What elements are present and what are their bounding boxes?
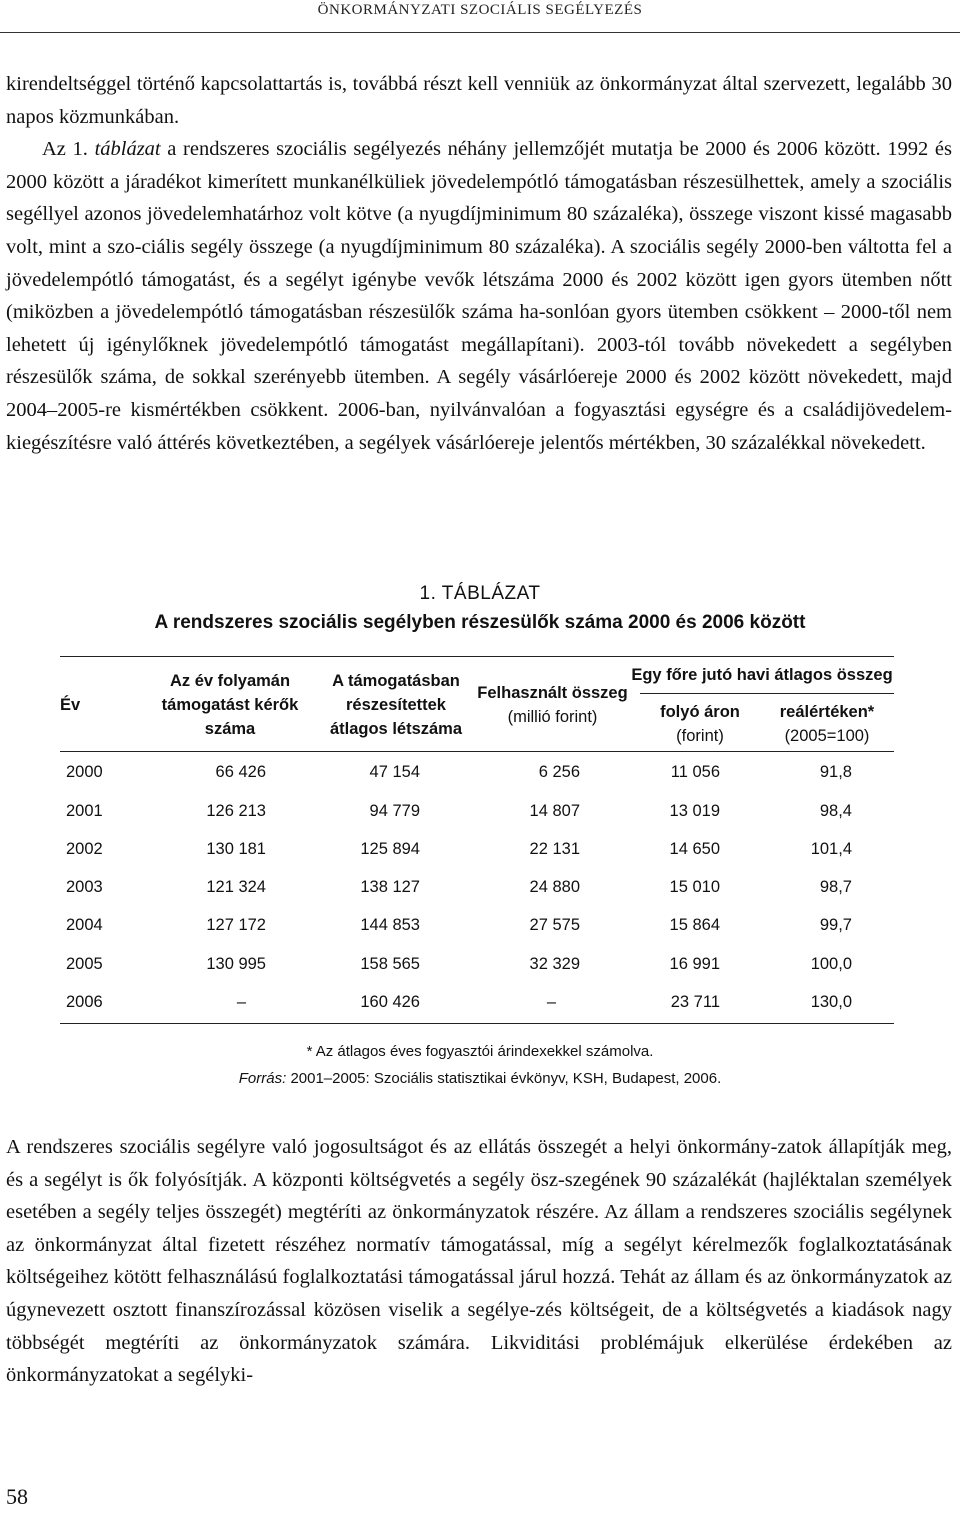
closing-paragraph: A rendszeres szociális segélyre való jogosultságot és az ellátás összegét a helyi önkormány-zatok állapítják meg, és a segélyt is ők folyósítják. A központi költségvetés a segély ösz-szegének 90 százalékát (hajléktalan személyek esetében a segély teljes összegét) megtéríti az önkormányzatok részére. Az állam a rendszeres szociális segélynek az önkormányzat által fizetett részéhez normatív támogatással, míg a segélyt kérelmezők foglalkoztatásának költségeihez kötött felhasználású foglalkoztatási támogatással járul hozzá. Tehát az állam és az önkormányzatok az úgynevezett osztott finanszírozással közösen viselik a segélye-zés költségeit, de a költségvetés a kiadások nagy többségét megtéríti az önkormányzatok számára. Likviditási problémájuk elkerülése érdekében az önkormányzatokat a segélyki- xyxy=(6,1136,952,1387)
header-real-unit: (2005=100) xyxy=(784,727,870,745)
cell-nominal: 11 056 xyxy=(670,763,720,781)
cell-used: 32 329 xyxy=(529,955,580,973)
header-nominal xyxy=(640,700,760,748)
cell-recipients: 47 154 xyxy=(369,763,420,781)
cell-year: 2003 xyxy=(66,878,103,896)
cell-used: 27 575 xyxy=(529,916,580,934)
cell-nominal: 15 864 xyxy=(669,916,720,934)
cell-used: 22 131 xyxy=(529,840,580,858)
table-title: A rendszeres szociális segélyben részesülők száma 2000 és 2006 között xyxy=(154,612,806,633)
cell-used: 24 880 xyxy=(529,878,580,896)
table-source xyxy=(0,1070,960,1087)
header-per-capita-group: Egy főre jutó havi átlagos összeg xyxy=(631,666,893,684)
header-nominal-label: folyó áron xyxy=(660,703,740,721)
cell-recipients: 125 894 xyxy=(360,840,420,858)
cell-applicants: 127 172 xyxy=(206,916,266,934)
page-number: 58 xyxy=(6,1484,28,1509)
header-year: Év xyxy=(60,696,81,714)
cell-applicants: – xyxy=(236,993,246,1011)
intro-paragraph xyxy=(6,68,952,459)
cell-year: 2006 xyxy=(66,993,103,1011)
header-used-label: Felhasznált összeg xyxy=(477,684,628,702)
cell-used: – xyxy=(546,993,556,1011)
cell-nominal: 13 019 xyxy=(669,802,720,820)
cell-real: 98,7 xyxy=(819,878,852,896)
cell-year: 2004 xyxy=(66,916,103,934)
cell-applicants: 126 213 xyxy=(206,802,266,820)
cell-applicants: 130 181 xyxy=(206,840,266,858)
cell-nominal: 14 650 xyxy=(669,840,720,858)
cell-year: 2001 xyxy=(66,802,103,820)
cell-year: 2000 xyxy=(66,763,103,781)
table-footnote: * Az átlagos éves fogyasztói árindexekkel számolva. xyxy=(306,1043,654,1060)
intro-body: a rendszeres szociális segélyezés néhány jellemzőjét mutatja be 2000 és 2006 között. 1992 és 2000 között a járadékot kimerített munkanélküliek jövedelempótló támogatásban részesülhettek, amely a szociális segéllyel azonos jövedelemhatárhoz volt kötve (a nyugdíjminimum 80 százaléka), összege viszont kissé magasabb volt, mint a szo-ciális segély összege (a nyugdíjminimum 80 százaléka). A szociális segély 2000-ben váltotta fel a jövedelempótló támogatást, és a segélyt igénybe vevők létszáma 2000 és 2002 között igen gyors ütemben nőtt (miközben a jövedelempótló támogatásban részesülők száma ha-sonlóan gyors ütemben csökkent – 2000-től nem lehetett új igénylőknek jövedelempótló támogatást megállapítani). 2003-tól tovább növekedett a segélyben részesülők száma, de sokkal szerényebb ütemben. A segély vásárlóereje 2000 és 2002 között növekedett, majd 2004–2005-re kismértékben csökkent. 2006-ban, nyilvánvalóan a fogyasztási egységre és a családijövedelem-kiegészítésre való áttérés következtében, a segélyek vásárlóereje jelentős mértékben, 30 százalékkal növekedett. xyxy=(6,138,953,454)
cell-year: 2005 xyxy=(66,955,103,973)
header-recipients: A támogatásban részesítettek átlagos létszáma xyxy=(329,672,463,738)
cell-recipients: 144 853 xyxy=(360,916,420,934)
table-subheader-rule xyxy=(640,693,894,694)
header-used-amount xyxy=(470,681,635,729)
table-number: 1. TÁBLÁZAT xyxy=(419,583,541,604)
header-real-label: reálértéken* xyxy=(779,703,875,721)
cell-used: 14 807 xyxy=(529,802,580,820)
header-real xyxy=(765,700,889,748)
cell-recipients: 94 779 xyxy=(369,802,420,820)
header-nominal-unit: (forint) xyxy=(676,727,724,745)
cell-applicants: 66 426 xyxy=(215,763,266,781)
source-label: Forrás: xyxy=(238,1070,287,1087)
cell-nominal: 15 010 xyxy=(669,878,720,896)
cell-year: 2002 xyxy=(66,840,103,858)
cell-applicants: 121 324 xyxy=(206,878,266,896)
cell-real: 91,8 xyxy=(819,763,852,781)
cell-applicants: 130 995 xyxy=(206,955,266,973)
cell-used: 6 256 xyxy=(538,763,580,781)
cell-recipients: 138 127 xyxy=(360,878,420,896)
header-rule xyxy=(0,32,960,33)
cell-nominal: 16 991 xyxy=(669,955,720,973)
header-used-unit: (millió forint) xyxy=(507,708,598,726)
header-applicants: Az év folyamán támogatást kérők száma xyxy=(161,672,299,738)
cell-recipients: 160 426 xyxy=(360,993,420,1011)
table-top-rule xyxy=(60,656,894,657)
source-text: 2001–2005: Szociális statisztikai évkönyv, KSH, Budapest, 2006. xyxy=(290,1070,722,1087)
cell-real: 98,4 xyxy=(819,802,852,820)
cell-recipients: 158 565 xyxy=(360,955,420,973)
cell-real: 99,7 xyxy=(819,916,852,934)
table-bottom-rule xyxy=(60,1023,894,1024)
cell-real: 100,0 xyxy=(810,955,852,973)
cell-real: 101,4 xyxy=(810,840,852,858)
intro-table-word: táblázat xyxy=(94,138,161,161)
table-header-rule xyxy=(60,751,894,752)
cell-nominal: 23 711 xyxy=(670,993,720,1011)
intro-table-ref: Az 1. xyxy=(42,138,88,161)
intro-first-line: kirendeltséggel történő kapcsolattartás is, továbbá részt kell venniük az önkormányzat által szervezett, legalább 30 napos közmunkában. xyxy=(6,73,952,128)
cell-real: 130,0 xyxy=(810,993,852,1011)
running-header: ÖNKORMÁNYZATI SZOCIÁLIS SEGÉLYEZÉS xyxy=(317,2,643,18)
